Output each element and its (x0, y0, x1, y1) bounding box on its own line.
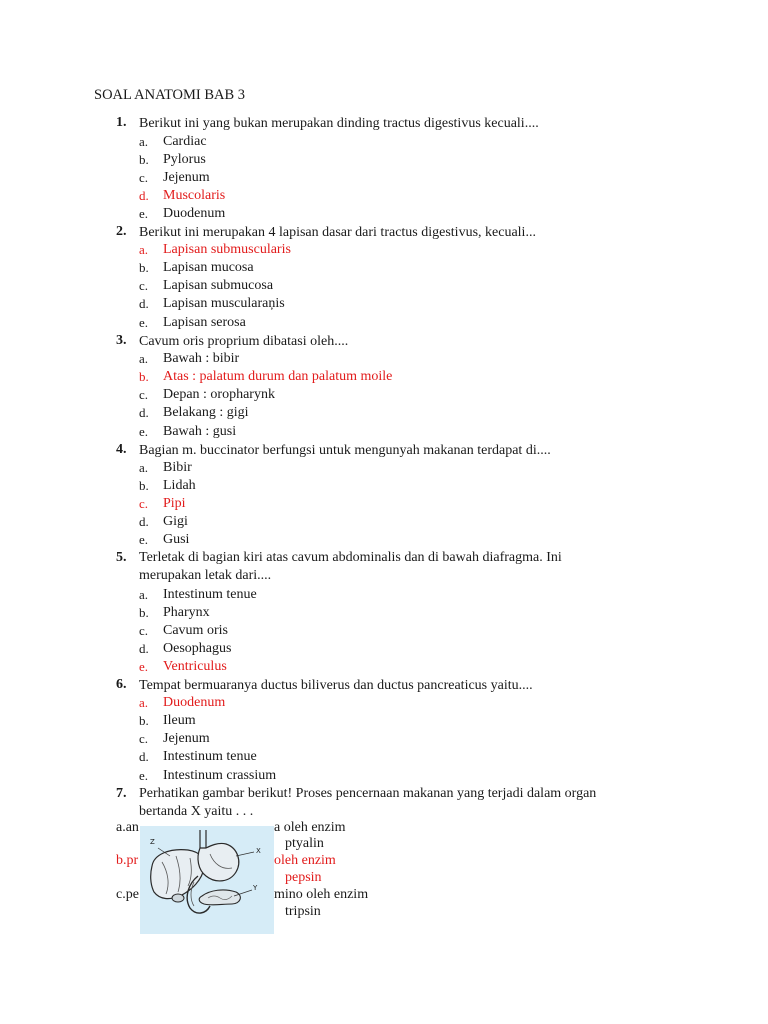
option-letter: c. (139, 623, 149, 638)
digestive-organs-illustration (140, 826, 274, 934)
option-text: Gigi (163, 514, 188, 529)
option-b-enzyme-answer: pepsin (285, 870, 322, 885)
option-letter: c. (139, 278, 149, 293)
option-letter: b. (139, 260, 149, 275)
option-letter-answer: e. (139, 659, 149, 674)
question-number: 6. (116, 677, 127, 692)
option-letter: e. (139, 532, 149, 547)
question-number: 7. (116, 786, 127, 801)
option-text: Depan : oropharynk (163, 387, 275, 402)
question-text: Berikut ini merupakan 4 lapisan dasar dari tractus digestivus, kecuali... (139, 225, 536, 240)
option-text: Lapisan serosa (163, 315, 246, 330)
question-text: Bagian m. buccinator berfungsi untuk mengunyah makanan terdapat di.... (139, 443, 551, 458)
option-text: Lapisan submucosa (163, 278, 274, 293)
option-text: Lapisan mucosa (163, 260, 254, 275)
option-letter: a. (139, 460, 149, 475)
option-letter-answer: a. (139, 695, 149, 710)
option-text: Intestinum tenue (163, 749, 257, 764)
option-letter: b. (139, 152, 149, 167)
option-text-answer: Lapisan submuscularis (163, 242, 291, 257)
option-text: Intestinum crassium (163, 768, 277, 783)
option-letter: d. (139, 514, 149, 529)
option-a-partial: a oleh enzim (274, 820, 346, 835)
option-text: Bawah : bibir (163, 351, 240, 366)
option-text: Oesophagus (163, 641, 232, 656)
option-letter: d. (139, 641, 149, 656)
question-text: Cavum oris proprium dibatasi oleh.... (139, 334, 349, 349)
option-letter: b. (139, 478, 149, 493)
option-text: Lidah (163, 478, 196, 493)
option-letter: e. (139, 768, 149, 783)
question-text-line: bertanda X yaitu . . . (139, 804, 254, 819)
option-letter: a. (139, 134, 149, 149)
option-text: Bibir (163, 460, 192, 475)
option-text: Cavum oris (163, 623, 228, 638)
option-letter: e. (139, 315, 149, 330)
option-letter-answer: b. (139, 369, 149, 384)
option-letter: d. (139, 296, 149, 311)
figure-label-z: Z (150, 838, 155, 846)
figure-label-x: X (256, 847, 261, 855)
page-title: SOAL ANATOMI BAB 3 (94, 87, 246, 103)
option-text: Cardiac (163, 134, 207, 149)
option-text: Jejenum (163, 731, 210, 746)
question-text: Berikut ini yang bukan merupakan dinding tractus digestivus kecuali.... (139, 116, 539, 131)
option-text-answer: Duodenum (163, 695, 226, 710)
option-text: Intestinum tenue (163, 587, 257, 602)
option-text-answer: Muscolaris (163, 188, 226, 203)
option-a-enzyme: ptyalin (285, 836, 324, 851)
option-text: Bawah : gusi (163, 424, 237, 439)
option-letter: d. (139, 405, 149, 420)
option-letter: e. (139, 424, 149, 439)
figure-label-y: Y (253, 884, 258, 892)
question-number: 4. (116, 442, 127, 457)
option-b-partial-answer: oleh enzim (274, 853, 336, 868)
option-text: Pharynx (163, 605, 210, 620)
option-b-partial-answer: b.pr (116, 853, 139, 868)
option-letter: a. (139, 351, 149, 366)
question-number: 3. (116, 333, 127, 348)
option-text-answer: Atas : palatum durum dan palatum moile (163, 369, 393, 384)
question-number: 2. (116, 224, 127, 239)
question-text-line: Perhatikan gambar berikut! Proses pencernaan makanan yang terjadi dalam organ (139, 786, 597, 801)
option-letter: d. (139, 749, 149, 764)
option-text: Belakang : gigi (163, 405, 249, 420)
digestive-organs-figure (140, 826, 274, 934)
option-a-partial: a.an (116, 820, 139, 835)
option-text-answer: Ventriculus (163, 659, 227, 674)
question-text-line: merupakan letak dari.... (139, 568, 272, 583)
option-text: Lapisan muscularaņis (163, 296, 285, 311)
option-letter: c. (139, 170, 149, 185)
option-letter: c. (139, 731, 149, 746)
question-text: Tempat bermuaranya ductus biliverus dan ductus pancreaticus yaitu.... (139, 678, 533, 693)
option-letter: a. (139, 587, 149, 602)
question-text-line: Terletak di bagian kiri atas cavum abdominalis dan di bawah diafragma. Ini (139, 550, 562, 565)
option-letter-answer: d. (139, 188, 149, 203)
option-text: Gusi (163, 532, 190, 547)
option-letter: e. (139, 206, 149, 221)
option-text: Ileum (163, 713, 196, 728)
option-c-partial: mino oleh enzim (274, 887, 369, 902)
option-text-answer: Pipi (163, 496, 186, 511)
option-text: Duodenum (163, 206, 226, 221)
option-letter: b. (139, 605, 149, 620)
option-letter: b. (139, 713, 149, 728)
option-letter-answer: c. (139, 496, 149, 511)
question-number: 5. (116, 550, 127, 565)
option-letter-answer: a. (139, 242, 149, 257)
option-c-enzyme: tripsin (285, 904, 321, 919)
option-text: Jejenum (163, 170, 210, 185)
question-number: 1. (116, 115, 127, 130)
option-text: Pylorus (163, 152, 206, 167)
option-c-partial: c.pe (116, 887, 139, 902)
option-letter: c. (139, 387, 149, 402)
